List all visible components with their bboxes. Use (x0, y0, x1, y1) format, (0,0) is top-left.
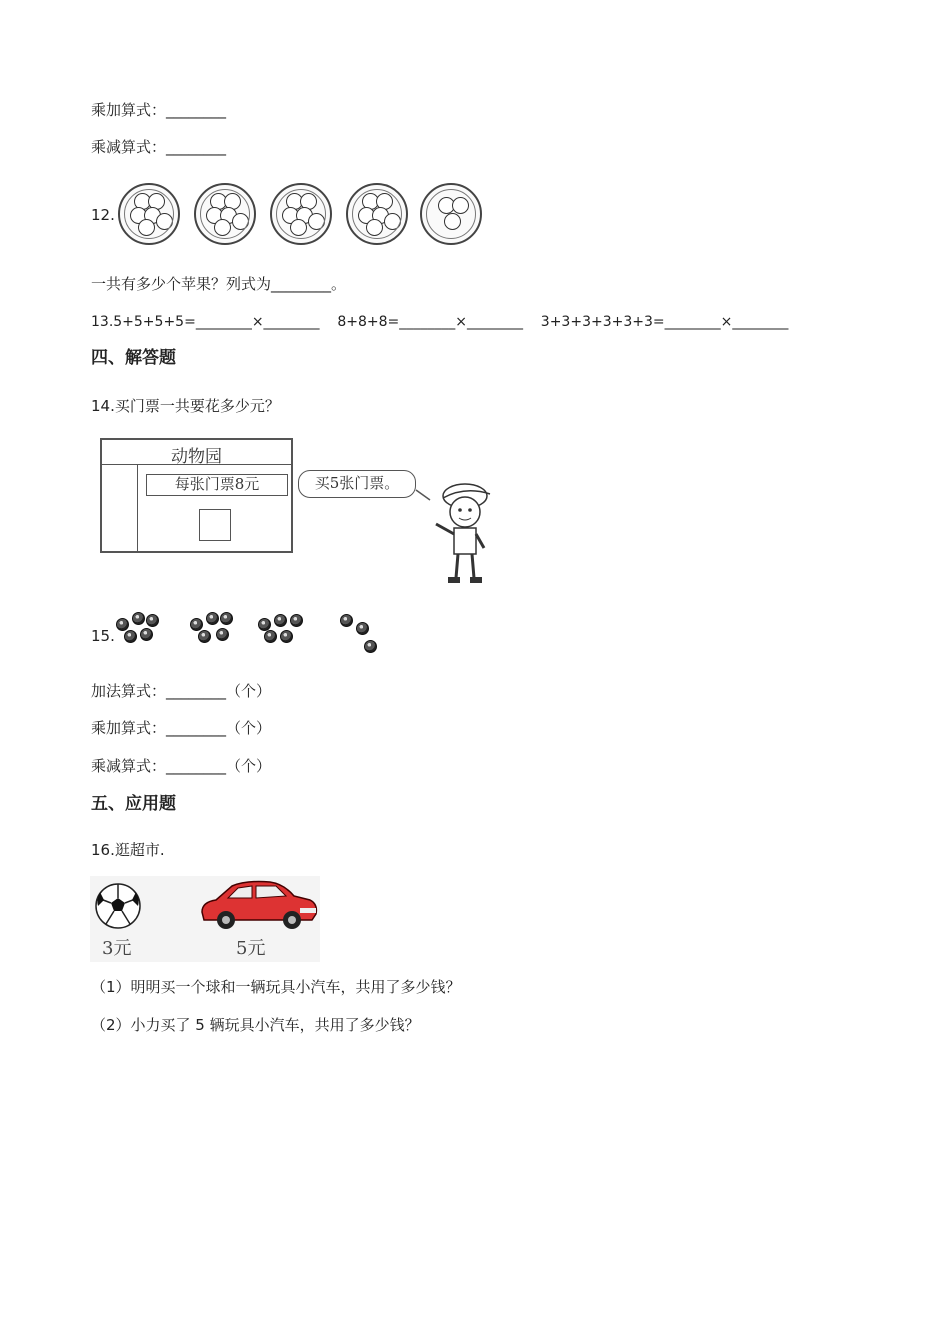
q13-line: 13.5+5+5+5=________×________ 8+8+8=________×________ 3+3+3+3+3+3=________×________ (91, 314, 789, 330)
balls-figure (112, 608, 392, 662)
zoo-board (100, 438, 293, 553)
toy-car-icon (196, 878, 320, 932)
formula-muladd-line: 乘加算式：________ (91, 101, 227, 119)
section-heading-4: 四、解答题 (91, 348, 176, 368)
zoo-ticket-figure (100, 438, 500, 588)
q16-question: 16.逛超市. (91, 841, 165, 859)
answer-box (199, 509, 231, 541)
price-sign: 每张门票8元 (146, 474, 288, 496)
q12-label: 12. (91, 206, 115, 224)
ball-price: 3元 (102, 938, 132, 959)
apple-plates-figure (118, 183, 488, 249)
q15-label: 15. (91, 627, 115, 645)
q15-muladd-formula: 乘加算式：________（个） (91, 719, 272, 737)
q12-question: 一共有多少个苹果？列式为________。 (91, 275, 347, 293)
zoo-title: 动物园 (171, 447, 222, 467)
q14-question: 14.买门票一共要花多少元？ (91, 397, 280, 415)
boy-character-icon (410, 478, 500, 588)
section-heading-5: 五、应用题 (91, 794, 176, 814)
plate-of-apples-icon (346, 183, 408, 245)
plate-of-apples-icon (118, 183, 180, 245)
plate-of-apples-icon (270, 183, 332, 245)
formula-mulsub-line: 乘减算式：________ (91, 138, 227, 156)
q16-sub2: （2）小力买了 5 辆玩具小汽车，共用了多少钱？ (91, 1016, 420, 1034)
car-price: 5元 (236, 938, 266, 959)
soccer-ball-icon (94, 882, 142, 930)
plate-of-apples-icon (194, 183, 256, 245)
speech-bubble: 买5张门票。 (298, 470, 416, 498)
q16-sub1: （1）明明买一个球和一辆玩具小汽车，共用了多少钱？ (91, 978, 461, 996)
plate-of-apples-icon (420, 183, 482, 245)
q15-add-formula: 加法算式：________（个） (91, 682, 272, 700)
shop-figure (90, 876, 320, 962)
q15-mulsub-formula: 乘减算式：________（个） (91, 757, 272, 775)
